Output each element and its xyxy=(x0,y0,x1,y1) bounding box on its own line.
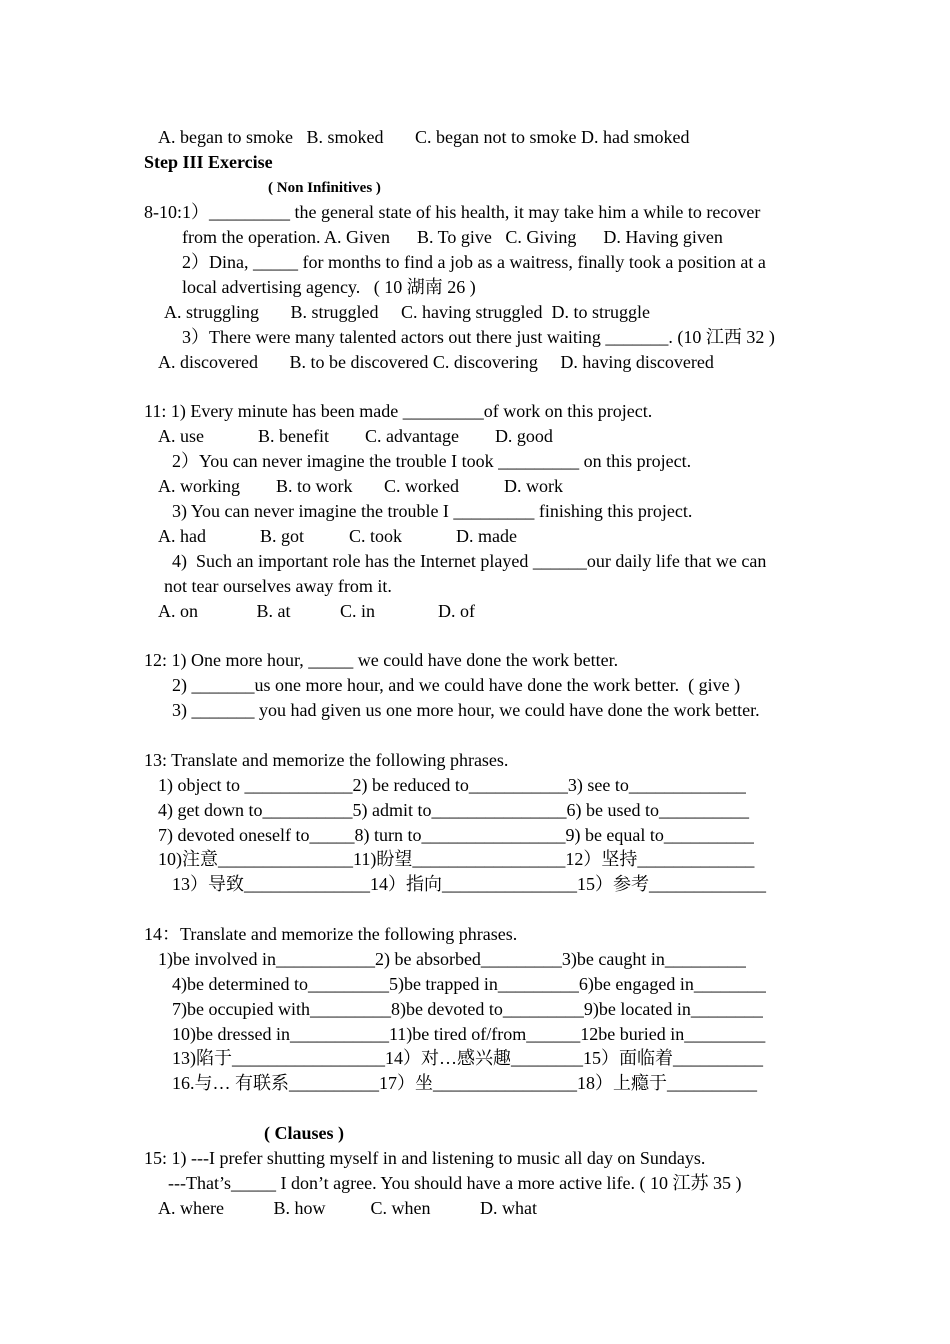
phrase-line: 10)be dressed in___________11)be tired of/from______12be buried in_________ xyxy=(172,1024,766,1044)
option-line: A. began to smoke B. smoked C. began not to smoke D. had smoked xyxy=(158,127,690,147)
phrase-line: 13）导致______________14）指向_______________15）参考_____________ xyxy=(172,874,766,894)
question-line: 3) You can never imagine the trouble I _________ finishing this project. xyxy=(172,501,693,521)
phrase-line: 7)be occupied with_________8)be devoted to_________9)be located in________ xyxy=(172,999,763,1019)
option-line: A. where B. how C. when D. what xyxy=(158,1198,537,1218)
phrase-line: 16.与… 有联系__________17）坐________________18）上瘾于__________ xyxy=(172,1073,757,1093)
phrase-line: 1)be involved in___________2) be absorbed_________3)be caught in_________ xyxy=(158,949,746,969)
question-line: 4) Such an important role has the Internet played ______our daily life that we can xyxy=(172,551,767,571)
phrase-line: 13)陷于_________________14）对…感兴趣________15）面临着__________ xyxy=(172,1048,763,1068)
question-line: 3) _______ you had given us one more hour, we could have done the work better. xyxy=(172,700,760,720)
question-line: 14：Translate and memorize the following phrases. xyxy=(144,924,518,944)
question-line: ---That’s_____ I don’t agree. You should have a more active life. ( 10 江苏 35 ) xyxy=(168,1173,742,1193)
phrase-line: 7) devoted oneself to_____8) turn to________________9) be equal to__________ xyxy=(158,825,754,845)
question-line: 11: 1) Every minute has been made _________of work on this project. xyxy=(144,401,653,421)
option-line: A. working B. to work C. worked D. work xyxy=(158,476,563,496)
option-line: A. struggling B. struggled C. having struggled D. to struggle xyxy=(164,302,650,322)
question-line: 2) _______us one more hour, and we could have done the work better. ( give ) xyxy=(172,675,741,695)
option-line: A. had B. got C. took D. made xyxy=(158,526,517,546)
phrase-line: 4) get down to__________5) admit to_______________6) be used to__________ xyxy=(158,800,749,820)
question-line: 15: 1) ---I prefer shutting myself in and listening to music all day on Sundays. xyxy=(144,1148,706,1168)
question-line: 13: Translate and memorize the following phrases. xyxy=(144,750,509,770)
question-line: from the operation. A. Given B. To give C. Giving D. Having given xyxy=(182,227,723,247)
subsection-heading: ( Clauses ) xyxy=(264,1123,344,1143)
question-line: 3）There were many talented actors out there just waiting _______. (10 江西 32 ) xyxy=(182,327,775,347)
phrase-line: 1) object to ____________2) be reduced to___________3) see to_____________ xyxy=(158,775,746,795)
question-line: 2）Dina, _____ for months to find a job as a waitress, finally took a position at a xyxy=(182,252,766,272)
option-line: A. discovered B. to be discovered C. discovering D. having discovered xyxy=(158,352,714,372)
subsection-heading: ( Non Infinitives ) xyxy=(268,180,381,196)
question-line: local advertising agency. ( 10 湖南 26 ) xyxy=(182,277,476,297)
question-line: 8-10:1）_________ the general state of his health, it may take him a while to recover xyxy=(144,202,761,222)
option-line: A. use B. benefit C. advantage D. good xyxy=(158,426,553,446)
question-line: 2）You can never imagine the trouble I took _________ on this project. xyxy=(172,451,692,471)
question-line: 12: 1) One more hour, _____ we could have done the work better. xyxy=(144,650,619,670)
section-heading: Step III Exercise xyxy=(144,152,273,172)
phrase-line: 4)be determined to_________5)be trapped in_________6)be engaged in________ xyxy=(172,974,766,994)
question-line: not tear ourselves away from it. xyxy=(164,576,392,596)
phrase-line: 10)注意_______________11)盼望_________________12）坚持_____________ xyxy=(158,849,755,869)
option-line: A. on B. at C. in D. of xyxy=(158,601,475,621)
